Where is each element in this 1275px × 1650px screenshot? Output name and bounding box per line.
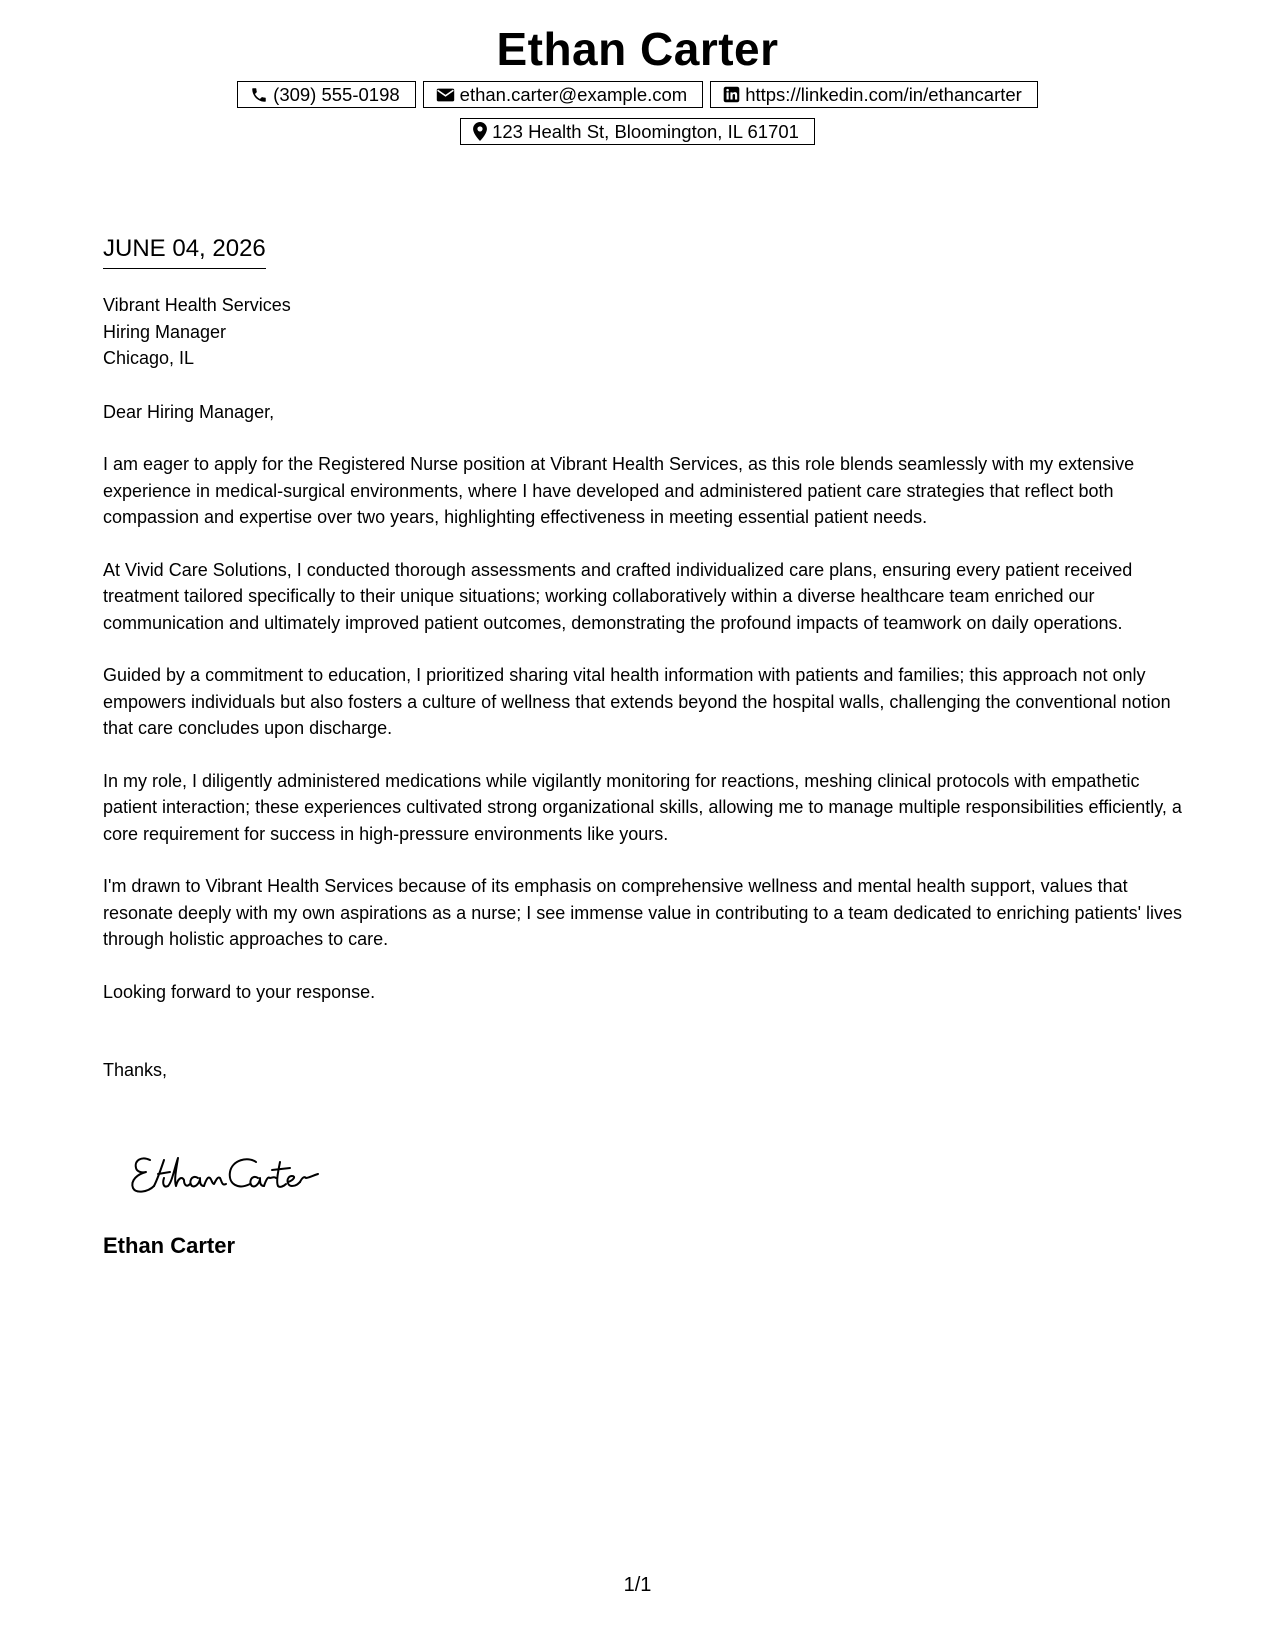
page-indicator: 1/1	[623, 1574, 652, 1596]
address-row	[0, 118, 1275, 145]
street-address: 123 Health St, Bloomington, IL 61701	[492, 120, 799, 142]
signer-name: Ethan Carter	[103, 1233, 236, 1258]
map-marker-icon	[473, 122, 487, 141]
linkedin-icon	[723, 86, 740, 103]
linkedin-chip	[710, 81, 1038, 108]
paragraph: I'm drawn to Vibrant Health Services because of its emphasis on comprehensive wellness and mental health support, values that resonate deeply with my own aspirations as a nurse; I see immense value in contributing to a team dedicated to enriching patients' lives through holistic approaches to care.	[103, 876, 1183, 949]
paragraph: In my role, I diligently administered medications while vigilantly monitoring for reactions, meshing clinical protocols with empathetic patient interaction; these experiences cultivated strong organizational skills, allowing me to manage multiple responsibilities efficiently, a core requirement for success in high-pressure environments like yours.	[103, 770, 1182, 844]
contact-row	[0, 81, 1275, 108]
linkedin-url: https://linkedin.com/in/ethancarter	[745, 83, 1022, 105]
recipient-company: Vibrant Health Services	[103, 295, 291, 315]
letter-date: JUNE 04, 2026	[103, 234, 266, 269]
recipient-location: Chicago, IL	[103, 348, 195, 368]
recipient-block	[103, 292, 1183, 372]
paragraph: I am eager to apply for the Registered Nurse position at Vibrant Health Services, as this role blends seamlessly with my extensive experience in medical-surgical environments, where I have developed and administered patient care strategies that reflect both compassion and expertise over two years, highlighting effectiveness in meeting essential patient needs.	[103, 454, 1135, 527]
phone-chip	[237, 81, 416, 108]
salutation: Dear Hiring Manager,	[103, 401, 275, 422]
paragraph: Guided by a commitment to education, I prioritized sharing vital health information with patients and families; this approach not only empowers individuals but also fosters a culture of wellness that extends beyond the hospital walls, challenging the conventional notion that care concludes upon discharge.	[103, 665, 1171, 738]
handwritten-signature	[128, 1148, 338, 1198]
paragraph: At Vivid Care Solutions, I conducted thorough assessments and crafted individualized care plans, ensuring every patient received treatment tailored specifically to their unique situations; working collaboratively within a diverse healthcare team enriched our communication and ultimately improved patient outcomes, demonstrating the profound impacts of teamwork on daily operations.	[103, 559, 1133, 633]
signoff: Thanks,	[103, 1060, 168, 1080]
address-chip	[460, 118, 815, 145]
letter-body	[103, 292, 1183, 1084]
recipient-title: Hiring Manager	[103, 321, 227, 342]
envelope-icon	[436, 87, 455, 103]
phone-icon	[250, 86, 268, 104]
email-address: ethan.carter@example.com	[459, 83, 688, 105]
applicant-name: Ethan Carter	[496, 23, 779, 75]
email-chip	[423, 81, 704, 108]
phone-number: (309) 555-0198	[273, 83, 400, 105]
closing-line: Looking forward to your response.	[103, 981, 376, 1002]
